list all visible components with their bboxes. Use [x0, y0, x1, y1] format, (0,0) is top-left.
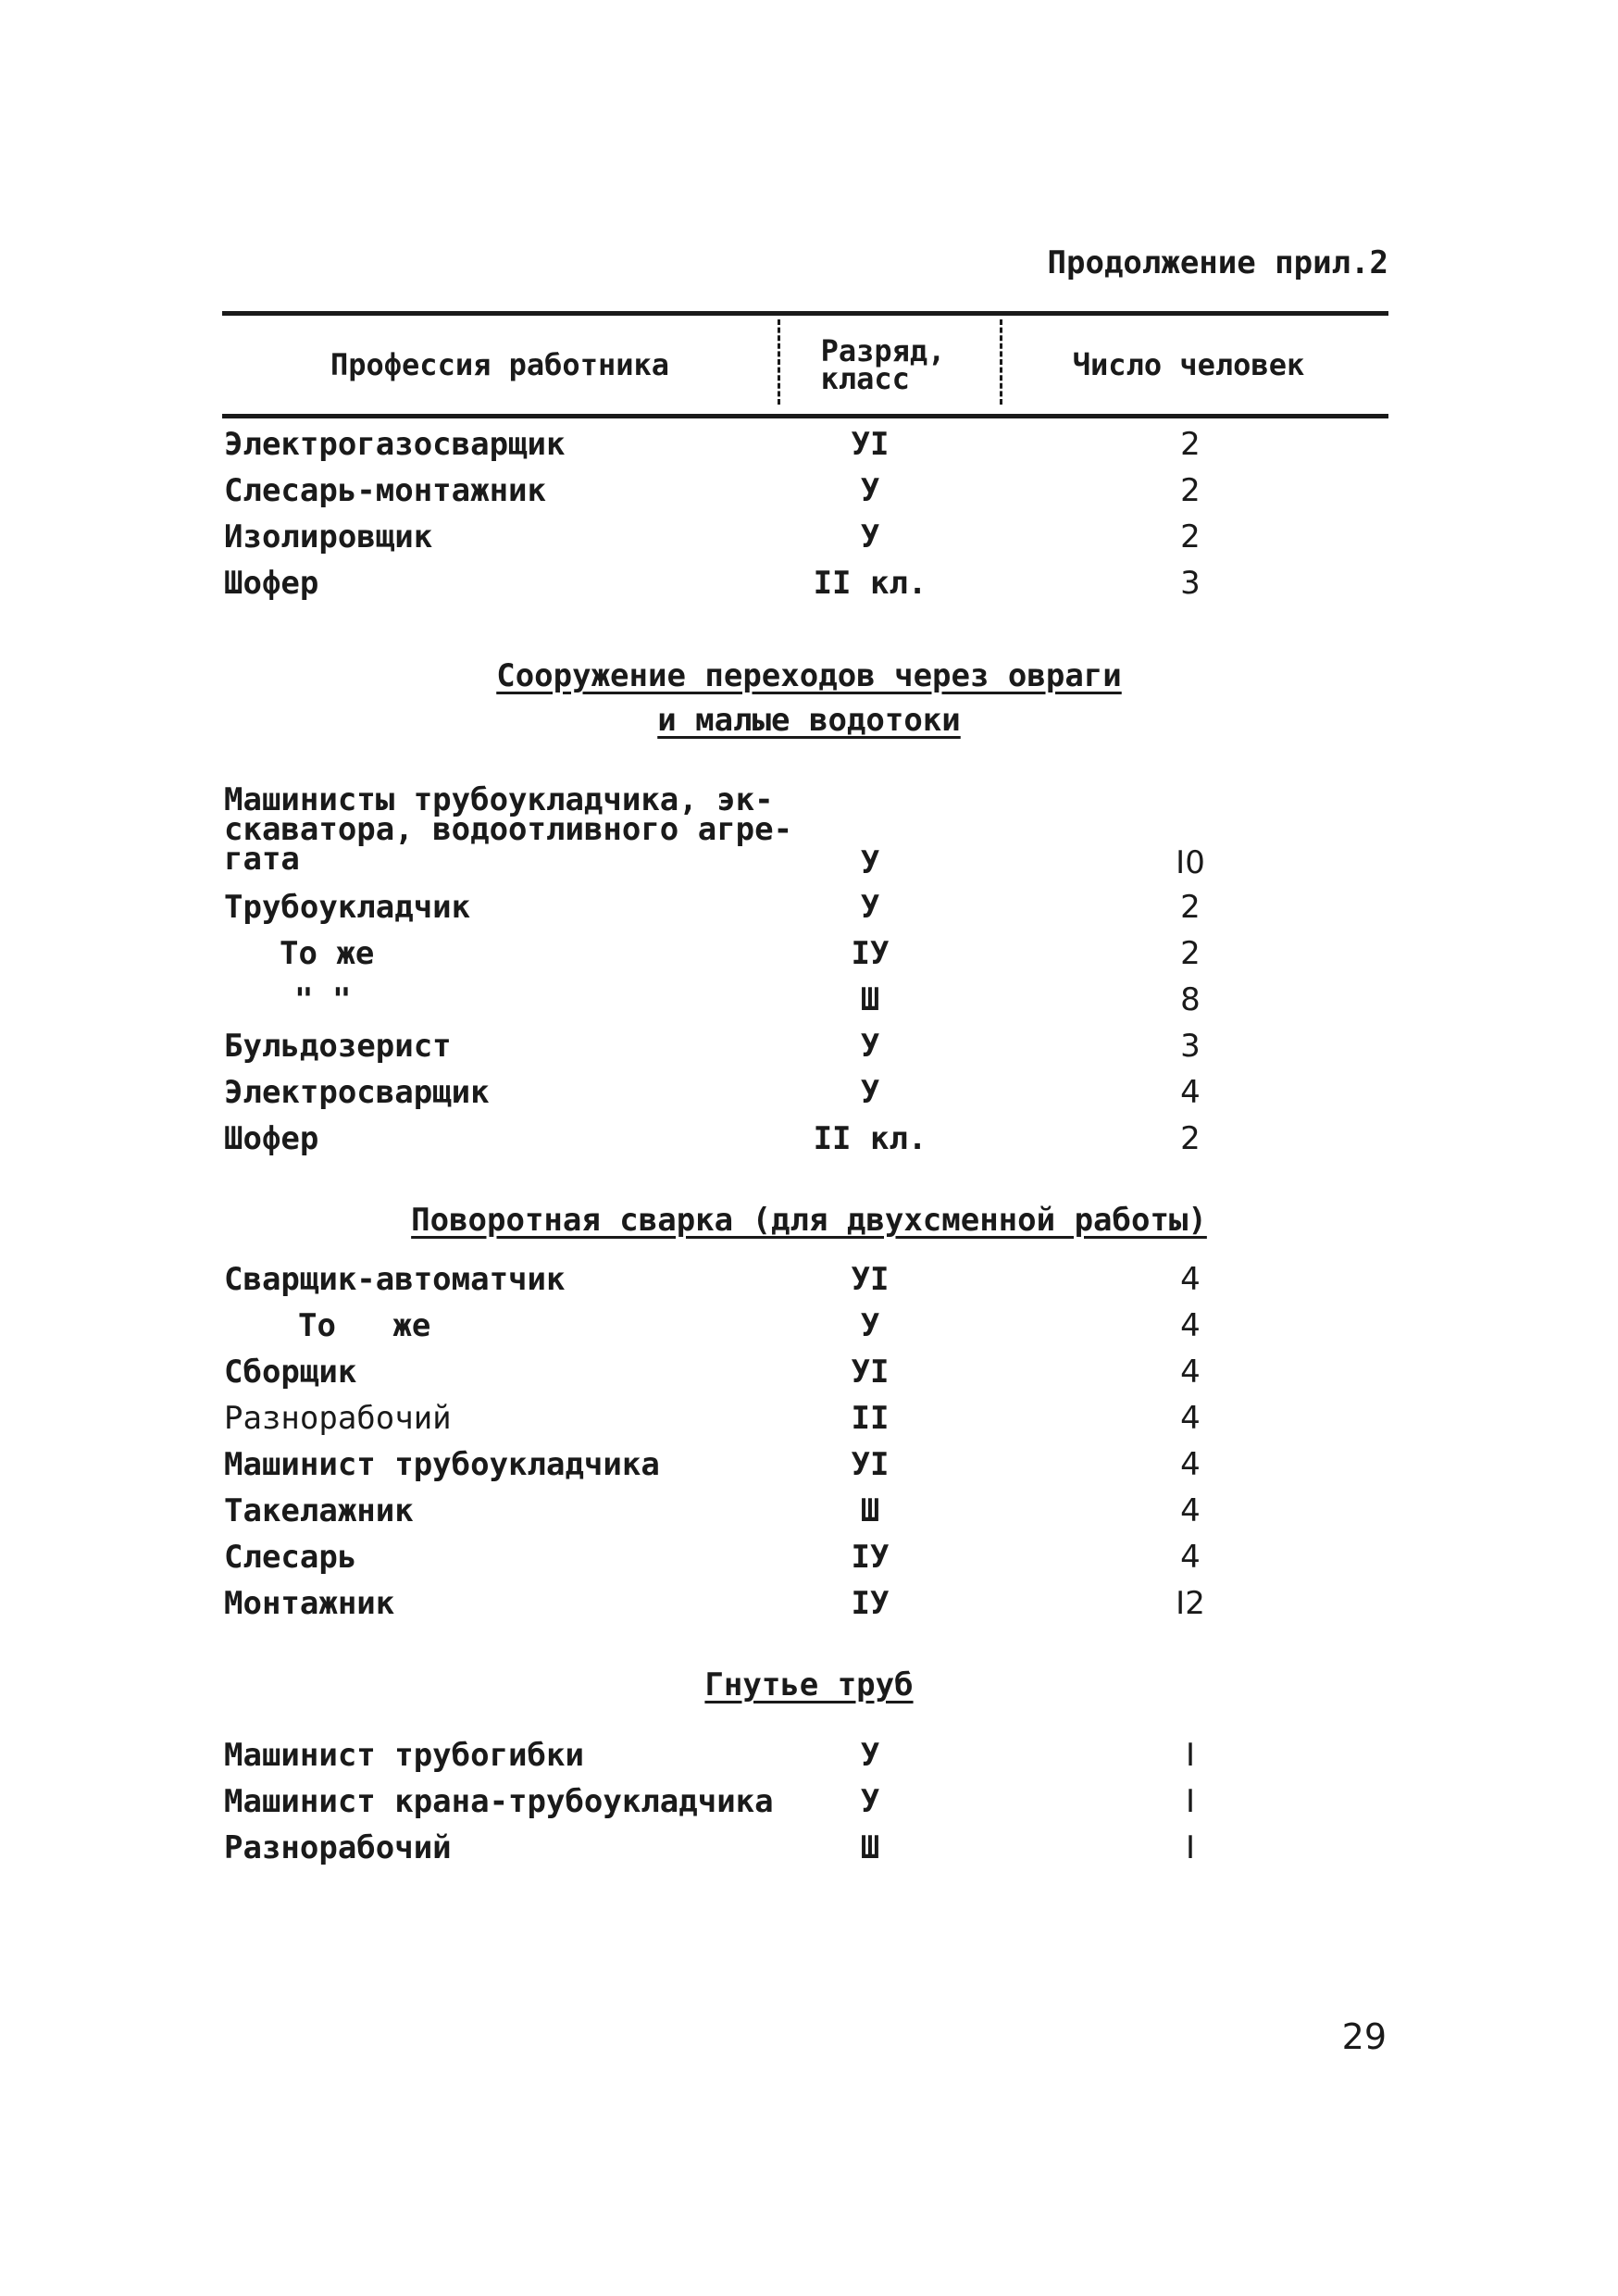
- profession-cell: Трубоукладчик: [224, 889, 471, 926]
- count-cell: 3: [1180, 1028, 1201, 1065]
- rank-cell: УI: [851, 1261, 890, 1298]
- header-profession: Профессия работника: [330, 347, 670, 382]
- count-cell: 2: [1180, 1120, 1201, 1157]
- profession-cell: " ": [294, 981, 352, 1018]
- count-cell: 2: [1180, 426, 1201, 463]
- table-row: [0, 1261, 1618, 1307]
- page-number: 29: [1341, 2016, 1387, 2057]
- table-row: [0, 935, 1618, 981]
- header-rank-line2: класс: [820, 361, 910, 396]
- table-row: [0, 1737, 1618, 1783]
- table-row: [0, 1585, 1618, 1631]
- count-cell: 2: [1180, 889, 1201, 926]
- rank-cell: УI: [851, 1354, 890, 1391]
- profession-cell: Сборщик: [224, 1354, 357, 1391]
- profession-cell: Разнорабочий: [224, 1400, 452, 1437]
- profession-cell: Машинист трубогибки: [224, 1737, 584, 1774]
- rank-cell: У: [860, 1737, 880, 1774]
- rank-cell: II: [851, 1400, 890, 1437]
- table-row: [0, 1783, 1618, 1829]
- rank-cell: II кл.: [813, 1120, 927, 1157]
- count-cell: 4: [1180, 1539, 1201, 1576]
- count-cell: 2: [1180, 472, 1201, 509]
- count-cell: 4: [1180, 1400, 1201, 1437]
- table-row: [0, 1028, 1618, 1074]
- profession-cell: Электрогазосварщик: [224, 426, 566, 463]
- rank-cell: У: [860, 1028, 880, 1065]
- count-cell: 8: [1180, 981, 1201, 1018]
- rank-cell: Ш: [860, 1492, 880, 1529]
- header-rank: [778, 316, 989, 414]
- profession-cell: То же: [280, 935, 375, 972]
- rank-cell: У: [860, 844, 880, 881]
- rank-cell: У: [860, 472, 880, 509]
- table-row: [0, 472, 1618, 518]
- section-title-pipe-bending: Гнутье труб: [704, 1666, 914, 1703]
- table-row: [0, 518, 1618, 565]
- count-cell: 4: [1180, 1074, 1201, 1111]
- rank-cell: IУ: [851, 1585, 890, 1622]
- profession-cell: Слесарь-монтажник: [224, 472, 546, 509]
- section-title-crossings-line2: и малые водотоки: [657, 702, 961, 739]
- count-cell: I: [1185, 1737, 1196, 1774]
- profession-cell: Машинисты трубоукладчика, эк- скаватора, водоотливного агре- гата: [224, 781, 793, 878]
- rank-cell: Ш: [860, 1829, 880, 1866]
- table-row: [0, 1307, 1618, 1354]
- profession-cell: Шофер: [224, 565, 319, 602]
- count-cell: 4: [1180, 1354, 1201, 1391]
- table-row: [0, 1074, 1618, 1120]
- count-cell: 2: [1180, 935, 1201, 972]
- table-row: [0, 1492, 1618, 1539]
- rank-cell: IУ: [851, 935, 890, 972]
- rank-cell: У: [860, 518, 880, 555]
- header-count: Число человек: [1072, 347, 1305, 382]
- count-cell: 3: [1180, 565, 1201, 602]
- rank-cell: Ш: [860, 981, 880, 1018]
- profession-cell: То же: [298, 1307, 431, 1344]
- count-cell: 4: [1180, 1492, 1201, 1529]
- table-row: [0, 781, 1618, 881]
- count-cell: I0: [1176, 844, 1205, 881]
- table-row: [0, 1400, 1618, 1446]
- count-cell: I: [1185, 1783, 1196, 1820]
- table-row: [0, 1829, 1618, 1876]
- table-row: [0, 565, 1618, 611]
- table-row: [0, 1120, 1618, 1167]
- rank-cell: УI: [851, 1446, 890, 1483]
- table-header: [222, 311, 1388, 418]
- count-cell: I2: [1176, 1585, 1205, 1622]
- table-row: [0, 1446, 1618, 1492]
- profession-cell: Изолировщик: [224, 518, 433, 555]
- rank-cell: IУ: [851, 1539, 890, 1576]
- rank-cell: УI: [851, 426, 890, 463]
- profession-cell: Сварщик-автоматчик: [224, 1261, 566, 1298]
- count-cell: 4: [1180, 1307, 1201, 1344]
- table-row: [0, 981, 1618, 1028]
- profession-cell: Такелажник: [224, 1492, 414, 1529]
- profession-cell: Машинист трубоукладчика: [224, 1446, 660, 1483]
- profession-cell: Шофер: [224, 1120, 319, 1157]
- profession-cell: Бульдозерист: [224, 1028, 452, 1065]
- count-cell: 2: [1180, 518, 1201, 555]
- header-rank-line1: Разряд,: [820, 333, 946, 368]
- section-title-rotary-welding: Поворотная сварка (для двухсменной работы): [411, 1202, 1207, 1239]
- count-cell: I: [1185, 1829, 1196, 1866]
- count-cell: 4: [1180, 1446, 1201, 1483]
- rank-cell: У: [860, 1074, 880, 1111]
- profession-cell: Слесарь: [224, 1539, 357, 1576]
- table-row: [0, 1354, 1618, 1400]
- rank-cell: У: [860, 1783, 880, 1820]
- profession-cell: Монтажник: [224, 1585, 395, 1622]
- rank-cell: У: [860, 889, 880, 926]
- profession-cell: Машинист крана-трубоукладчика: [224, 1783, 774, 1820]
- count-cell: 4: [1180, 1261, 1201, 1298]
- profession-cell: Электросварщик: [224, 1074, 490, 1111]
- table-row: [0, 1539, 1618, 1585]
- rank-cell: II кл.: [813, 565, 927, 602]
- rank-cell: У: [860, 1307, 880, 1344]
- table-row: [0, 426, 1618, 472]
- profession-cell: Разнорабочий: [224, 1829, 452, 1866]
- table-row: [0, 889, 1618, 935]
- section-title-crossings-line1: Сооружение переходов через овраги: [496, 657, 1122, 694]
- continuation-title: Продолжение прил.2: [1047, 244, 1388, 281]
